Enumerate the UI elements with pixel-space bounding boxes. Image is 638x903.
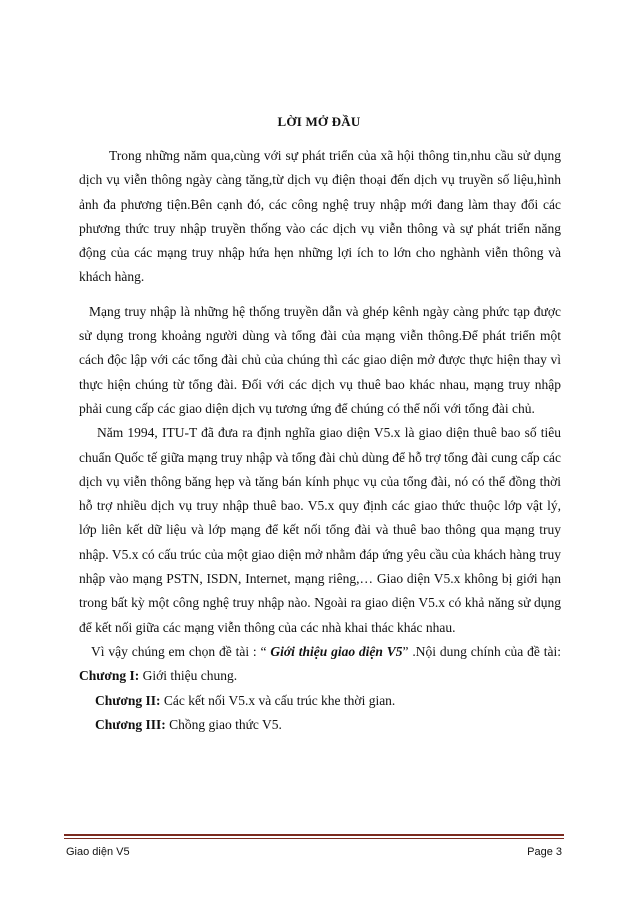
page-title: LỜI MỞ ĐẦU: [277, 114, 361, 129]
chapter-1-label: Chương I:: [79, 668, 140, 684]
footer-rule: [64, 834, 564, 836]
paragraph-intro: Trong những năm qua,cùng với sự phát triển của xã hội thông tin,nhu cầu sử dụng dịch vụ viễn thông ngày càng tăng,từ dịch vụ điện thoại đến dịch vụ truyền số liệu,hình ảnh đa phương tiện.Bên cạnh đó, các công nghệ truy nhập mới đang làm thay đổi các phương thức truy nhập truyền thống vào các dịch vụ viễn thông và sự phát triển năng động của các mạng truy nhập hứa hẹn những lợi ích to lớn cho nghành viễn thông và khách hàng.: [79, 148, 561, 285]
paragraph-v5-definition: Năm 1994, ITU-T đã đưa ra định nghĩa giao diện V5.x là giao diện thuê bao số tiêu chuẩn Quốc tế giữa mạng truy nhập và tổng đài chủ dùng để hỗ trợ tổng đài cung cấp các dịch vụ viễn thông băng hẹp và tăng bán kính phục vụ của tổng đài, nó có thể đồng thời hỗ trợ nhiều dịch vụ truy nhập thuê bao. V5.x quy định các giao thức thuộc lớp vật lý, lớp liên kết dữ liệu và lớp mạng để kết nối tổng đài và thuê bao thông qua mạng truy nhập. V5.x có cấu trúc của một giao diện mở nhằm đáp ứng yêu cầu của khách hàng truy nhập vào mạng PSTN, ISDN, Internet, mạng riêng,… Giao diện V5.x không bị giới hạn trong bất kỳ một công nghệ truy nhập nào. Ngoài ra giao diện V5.x có khả năng sử dụng để kết nối giữa các mạng viễn thông của các nhà khai thác khác nhau.: [79, 425, 561, 635]
chapter-2-label: Chương II:: [95, 692, 161, 708]
chapter-3-label: Chương III:: [95, 716, 166, 732]
footer-doc-title: Giao diện V5: [66, 846, 130, 858]
topic-prefix: Vì vậy chúng em chọn đề tài : “: [91, 643, 271, 659]
footer-page-number: Page 3: [527, 846, 562, 858]
chapter-2-text: Các kết nối V5.x và cấu trúc khe thời gian.: [160, 692, 396, 708]
chapter-3-line: [79, 713, 561, 737]
topic-suffix: ” .Nội dung chính của đề tài:: [402, 643, 561, 659]
document-body: [79, 144, 561, 737]
footer-rule-thin: [64, 838, 564, 839]
paragraph-access-network: Mạng truy nhập là những hệ thống truyền dẫn và ghép kênh ngày càng phức tạp được sử dụng trong khoảng người dùng và tổng đài của mạng viễn thông.Để phát triển một cách độc lập với các tổng đài chủ của chúng thì các giao diện mở được thực hiện thay vì thực hiện chúng từ tổng đài. Đối với các dịch vụ thuê bao khác nhau, mạng truy nhập phải cung cấp các giao diện dịch vụ tương ứng để chúng có thể nối với tổng đài chủ.: [79, 303, 561, 416]
paragraph-topic: [79, 640, 561, 689]
chapter-2-line: [79, 689, 561, 713]
chapter-3-text: Chồng giao thức V5.: [165, 716, 282, 732]
topic-title: Giới thiệu giao diện V5: [270, 643, 403, 659]
chapter-1-text: Giới thiệu chung.: [139, 668, 238, 684]
